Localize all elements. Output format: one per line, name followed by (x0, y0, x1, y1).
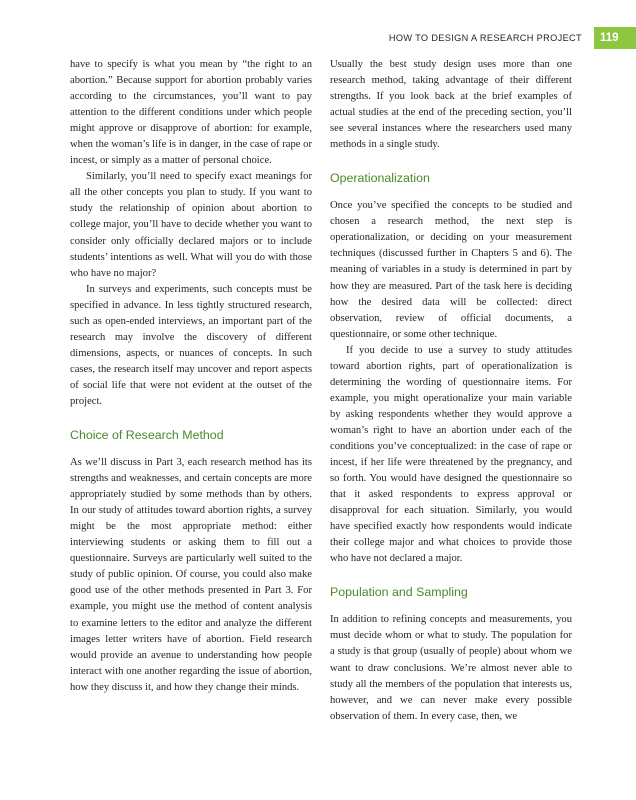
section-heading-population-and-sampling: Population and Sampling (330, 585, 468, 600)
paragraph: Usually the best study design uses more than one research method, taking advantage of their different strengths. If you look back at the brief examples of actual studies at the end of the preceding section, you’ll see several instances where the researchers used many methods in a single study. (330, 59, 572, 151)
section-heading-operationalization: Operationalization (330, 171, 430, 186)
left-column (70, 57, 312, 696)
page-number-badge: 119 (594, 27, 636, 49)
right-column (330, 57, 572, 725)
paragraph: If you decide to use a survey to study attitudes toward abortion rights, part of operationalization is determining the wording of questionnaire items. For example, you might operationalize your main variable by asking respondents whether they would approve a woman’s right to have an abortion under each of the conditions you’ve conceptualized: in the case of rape or incest, if her life were threatened by the pregnancy, and so forth. You would have designed the questionnaire so that it asked respondents to express approval or disapproval for each situation. Similarly, you would have specified exactly how respondents would indicate their college major and what choices to provide those who have not declared a major. (330, 344, 572, 565)
running-title: HOW TO DESIGN A RESEARCH PROJECT (388, 33, 582, 43)
page-header (389, 27, 636, 49)
paragraph: In addition to refining concepts and measurements, you must decide whom or what to study. The population for a study is that group (usually of people) about whom we want to draw conclusions. We’re almost never able to study all the members of the population that interests us, however, and we can never make every possible observation of them. In every case, then, we (330, 614, 572, 722)
paragraph: have to specify is what you mean by “the right to an abortion.” Because support for abortion probably varies according to the circumstances, you’ll want to pay attention to the different conditions under which people might approve or disapprove of abortion: for example, when the woman’s life is in danger, in the case of rape or incest, or simply as a matter of personal choice. (70, 59, 312, 167)
paragraph: Once you’ve specified the concepts to be studied and chosen a research method, the next step is operationalization, or deciding on your measurement techniques (discussed further in Chapters 5 and 6). The meaning of variables in a study is determined in part by how they are measured. Part of the task here is deciding how the desired data will be collected: direct observation, review of official documents, a questionnaire, or some other technique. (330, 200, 572, 340)
section-heading-choice-of-research-method: Choice of Research Method (70, 428, 224, 443)
paragraph: As we’ll discuss in Part 3, each research method has its strengths and weaknesses, and certain concepts are more appropriately studied by some methods than by others. In our study of attitudes toward abortion rights, a survey might be the most appropriate method: either interviewing students or asking them to fill out a questionnaire. Surveys are particularly well suited to the study of public opinion. Of course, you could also make good use of the other methods presented in Part 3. For example, you might use the method of content analysis to examine letters to the editor and analyze the different images letter writers have of abortion. Field research would provide an avenue to understanding how people interact with one another regarding the issue of abortion, how they discuss it, and how they change their minds. (70, 457, 312, 693)
paragraph: Similarly, you’ll need to specify exact meanings for all the other concepts you plan to study. If you want to study the relationship of opinion about abortion to college major, you’ll have to decide whether you want to consider only officially declared majors or to include students’ intentions as well. What will you do with those who have no major? (70, 171, 312, 279)
paragraph: In surveys and experiments, such concepts must be specified in advance. In less tightly structured research, such as open-ended interviews, an important part of the research may involve the discovery of different dimensions, aspects, or nuances of concepts. In such cases, the research itself may uncover and report aspects of social life that were not evident at the outset of the project. (70, 283, 312, 407)
